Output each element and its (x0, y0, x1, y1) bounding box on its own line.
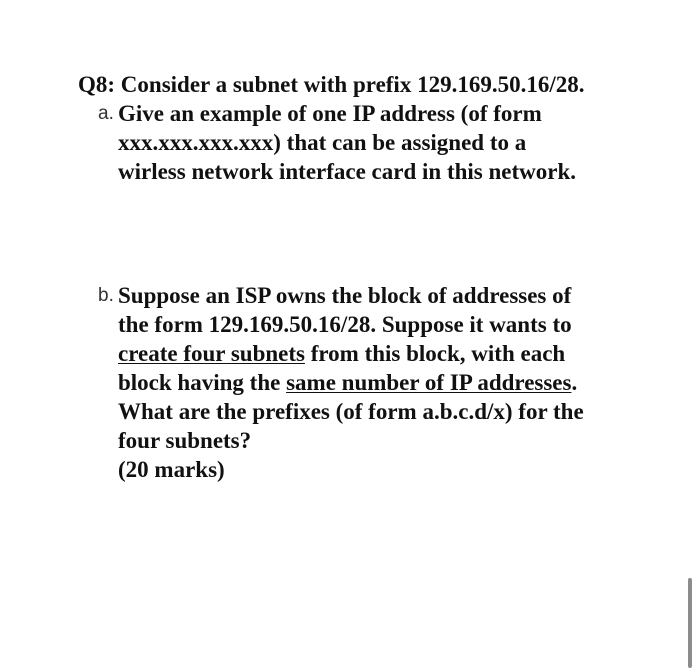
part-b-line-2: the form 129.169.50.16/28. Suppose it wants to (118, 312, 572, 337)
part-b (78, 281, 678, 484)
part-a (78, 99, 678, 186)
question-title: Q8: Consider a subnet with prefix 129.169.50.16/28. (78, 72, 585, 97)
underlined-same-number-of-ip-addresses: same number of IP addresses (286, 370, 572, 395)
part-a-line-2: xxx.xxx.xxx.xxx) that can be assigned to a (118, 130, 527, 155)
part-b-line-4 (118, 368, 678, 397)
part-a-line-1: Give an example of one IP address (of form (118, 101, 542, 126)
underlined-create-four-subnets: create four subnets (118, 341, 305, 366)
part-b-line-5: What are the prefixes (of form a.b.c.d/x) for the (118, 399, 584, 424)
part-b-line-1: Suppose an ISP owns the block of addresses of (118, 283, 572, 308)
vertical-scrollbar[interactable] (688, 578, 692, 668)
question-q8 (78, 70, 678, 484)
marks-label: (20 marks) (118, 457, 225, 482)
part-a-marker: a. (98, 103, 114, 124)
part-b-line-4-suffix: . (571, 370, 578, 395)
part-b-line-3 (118, 339, 678, 368)
part-b-line-3-rest: from this block, with each (304, 341, 566, 366)
part-a-line-3: wirless network interface card in this network. (118, 159, 577, 184)
part-b-line-4-prefix: block having the (118, 370, 287, 395)
part-b-marker: b. (98, 285, 114, 306)
part-b-line-6: four subnets? (118, 428, 252, 453)
